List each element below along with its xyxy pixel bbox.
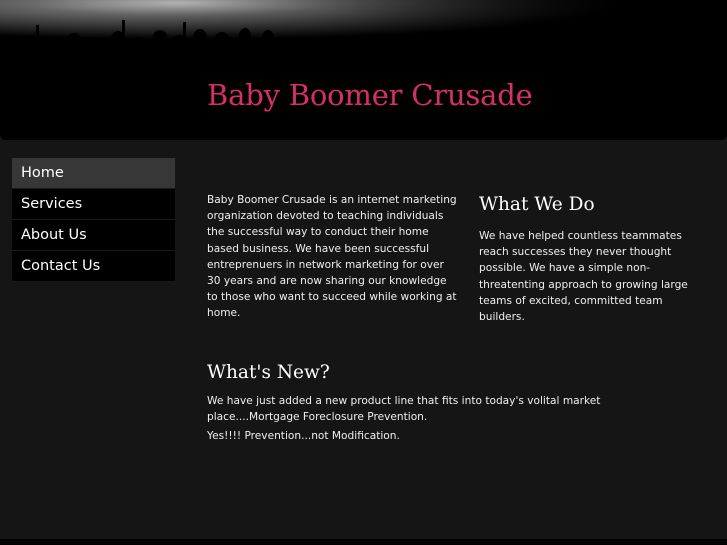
footer-bar bbox=[0, 539, 727, 545]
intro-paragraph: Baby Boomer Crusade is an internet marketing organization devoted to teaching individuals the successful way to conduct their home based business. We have been successful entreprenuers in network marketing for over 30 years and are now sharing our knowledge to those who want to succeed while working at home. bbox=[207, 194, 457, 320]
nav-item-contact-us[interactable]: Contact Us bbox=[12, 251, 175, 282]
whats-new-paragraph-2: Yes!!!! Prevention...not Modification. bbox=[207, 430, 400, 443]
what-we-do-section bbox=[479, 193, 711, 325]
nav-item-home[interactable]: Home bbox=[12, 158, 175, 189]
crowd-banner-image bbox=[0, 0, 727, 140]
what-we-do-text: We have helped countless teammates reach successes they never thought possible. We have a simple non-threatenting approach to growing large teams of excited, committed team builders. bbox=[479, 230, 688, 324]
sidebar-nav bbox=[12, 158, 175, 282]
what-we-do-heading: What We Do bbox=[479, 194, 595, 215]
header-banner bbox=[0, 0, 727, 140]
nav-item-services[interactable]: Services bbox=[12, 189, 175, 220]
whats-new-heading: What's New? bbox=[207, 362, 330, 383]
whats-new-section bbox=[207, 361, 677, 445]
site-title: Baby Boomer Crusade bbox=[207, 78, 533, 112]
whats-new-paragraph-1: We have just added a new product line that fits into today's volital market place....Mortgage Foreclosure Prevention. bbox=[207, 395, 601, 424]
nav-item-about-us[interactable]: About Us bbox=[12, 220, 175, 251]
